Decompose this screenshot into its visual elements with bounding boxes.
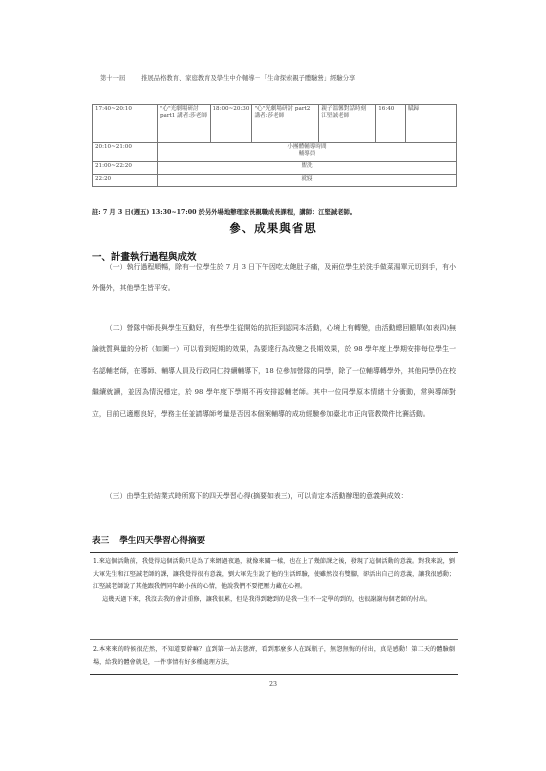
schedule-cell: 18:00~20:30 xyxy=(210,105,252,143)
subsection-heading: 一、計畫執行過程與成效 xyxy=(92,252,197,263)
table-row xyxy=(93,162,457,175)
header-edition: 第十一屆 xyxy=(100,75,126,82)
schedule-cell: 16:40 xyxy=(376,105,406,143)
header-title: 推展品格教育、家庭教育及學生中介輔導－「生命探索親子體驗營」經驗分享 xyxy=(141,75,356,82)
reflection-text: 2.本來來的時候很茫然，不知道要幹嘛？直到第一站去慈濟，看到那麼多人在踩瓶子，無怨無悔的付出，真是感動！第二天的體驗劇場，給我的體會就是，一件事情有好多種處理方法， xyxy=(93,646,455,666)
table-row xyxy=(93,105,457,143)
table-row xyxy=(90,641,458,672)
table-row xyxy=(93,175,457,187)
schedule-note: 註: 7 月 3 日(週五) 13:30~17:00 於另外場地辦理家長親職成長課程，講師：江堅誠老師。 xyxy=(92,209,357,216)
schedule-span-cell: 盥洗 xyxy=(157,162,456,175)
paragraph-2: （二）營隊中師長與學生互動好，有些學生從開始的抗拒到認同本活動，心境上有轉變，由活動總回饋單(如表四)無論就質與量的分析（如圖一）可以看到短期的效果，為要達行為改變之長期效果，於 98 學年度上學期安排每位學生一名認輔老師，在導師、輔導人員及行政同仁持續輔導下，18 位參加營隊的同學，除了一位輔導轉學外，其他同學仍在校繼續就讀，並因為情況穩定，於 98 學年度下學期不再安排認輔老師。其中一位同學原本情緒十分衝動，常與導師對立，目前已適應良好，學務主任並請導師考量是否因本個案輔導的成功經驗參加臺北市正向管教徵件比賽活動。 xyxy=(92,324,456,418)
schedule-table xyxy=(92,104,457,187)
schedule-span-cell: 小團體輔導時間 輔導員 xyxy=(157,143,456,162)
reflection-table xyxy=(90,552,458,675)
schedule-cell: 親子溫馨對話時刻 江堅誠老師 xyxy=(319,105,376,143)
table-row xyxy=(93,143,457,162)
section-title: 參、成果與省思 xyxy=(229,221,317,235)
reflection-text: 1.來這個活動前，我覺得這個活動只是為了來網過夜過，就像來關一樣，也在上了幾節課之後，發現了這個活動的意義。對我來說，劉大軍先生和江堅誠老師的課，讓我覺得很有意義，劉大軍先生說了他的生活經驗，使雖然沒有雙腳，卻活出自己的意義，讓我很感動；江堅誠老師說了其他跟我們同年齡小孩的心情，他說我們不要把壓力藏在心裡。 xyxy=(93,558,455,591)
table3-label: 表三 xyxy=(92,536,110,546)
schedule-cell: "心"光劇場研討 part2 講者:莎老師 xyxy=(252,105,319,143)
schedule-cell: 賦歸 xyxy=(405,105,456,143)
reflection-text: 這幾天過下來，我沒去我的會計重修，讓我很累，但是我得到聽到的是我一生不一定學的到的，也很謝謝每個老師的付出。 xyxy=(102,596,432,604)
table-row xyxy=(90,553,458,640)
schedule-time-cell: 21:00~22:20 xyxy=(93,162,158,175)
schedule-time-cell: 22:20 xyxy=(93,175,158,187)
schedule-time-cell: 20:10~21:00 xyxy=(93,143,158,162)
table3-caption xyxy=(92,534,205,546)
table3-title: 學生四天學習心得摘要 xyxy=(119,536,206,546)
paragraph-3: （三）由學生於結業式時所寫下的四天學習心得(摘要如表三)，可以肯定本活動辦理的意義與成效： xyxy=(105,492,408,500)
paragraph-1: （一）執行過程順暢，除有一位學生於 7 月 3 日下午因吃太飽肚子痛，及兩位學生於洗手做菜湯單元切到手，有小外傷外，其他學生皆平安。 xyxy=(92,263,456,293)
schedule-span-cell: 就寢 xyxy=(157,175,456,187)
running-header xyxy=(100,73,480,82)
page-number: 23 xyxy=(268,681,277,688)
schedule-time-cell: 17:40~20:10 xyxy=(93,105,158,143)
schedule-cell: "心"光劇場研討 part1 講者:莎老師 xyxy=(157,105,210,143)
